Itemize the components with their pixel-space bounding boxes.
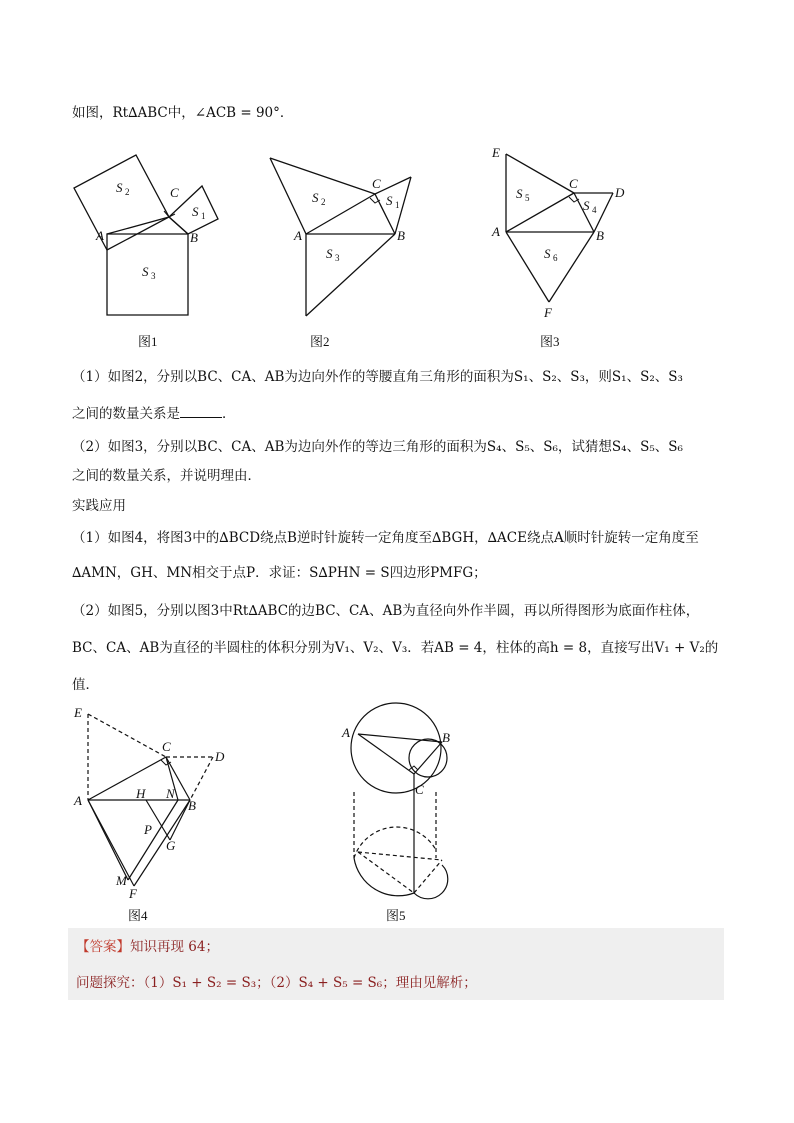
label-s5: S [516, 186, 523, 201]
circle-ab-top [351, 703, 441, 793]
label-c: C [162, 739, 171, 754]
label-a: A [294, 228, 302, 243]
square-s2 [74, 155, 169, 250]
answer-tag: 【答案】 [76, 939, 130, 955]
label-f: F [544, 305, 552, 320]
label-s2: S [312, 190, 319, 205]
db-dashed [190, 757, 213, 800]
label-g: G [166, 838, 176, 853]
label-f: F [129, 886, 137, 901]
label-s6: S [544, 246, 551, 261]
label-b: B [596, 228, 604, 243]
side-ac [107, 217, 169, 234]
label-b: B [442, 730, 450, 745]
bottom-ab-dashed [358, 852, 442, 860]
label-b: B [190, 230, 198, 245]
label-s1-sub: 1 [201, 211, 206, 221]
label-s2: S [116, 180, 123, 195]
label-s3-sub: 3 [335, 253, 340, 263]
label-a: A [74, 793, 82, 808]
label-s1: S [386, 193, 393, 208]
side-bc [169, 217, 188, 234]
label-c: C [372, 176, 381, 191]
label-d: D [215, 749, 225, 764]
label-s2-sub: 2 [321, 197, 326, 207]
answer-line2: 问题探究：（1）S₁ + S₂ = S₃；（2）S₄ + S₅ = S₆；理由见解析； [76, 975, 477, 991]
label-s4: S [583, 198, 590, 213]
s3-hyp [306, 234, 395, 316]
bottom-small-arc [414, 865, 448, 899]
caption-fig3: 图3 [540, 334, 560, 349]
label-a: A [342, 725, 350, 740]
practice-1-line2: ∆AMN，GH、MN相交于点P．求证：S∆PHN = S四边形PMFG； [72, 565, 487, 581]
label-p: P [144, 822, 152, 837]
label-e: E [74, 705, 82, 720]
intro-text: 如图，Rt∆ABC中，∠ACB = 90°． [72, 105, 294, 121]
question-1-line2-end: ． [222, 406, 236, 422]
label-a: A [96, 228, 104, 243]
label-s3-sub: 3 [151, 271, 156, 281]
label-s5-sub: 5 [525, 193, 530, 203]
answer-line1 [76, 935, 219, 955]
caption-fig5: 图5 [386, 908, 406, 923]
label-s3: S [142, 264, 149, 279]
bottom-arc-solid [354, 858, 414, 896]
s2-left [270, 158, 306, 234]
figure-4 [66, 700, 246, 925]
bottom-ac-dashed [358, 852, 414, 893]
right-angle-mark [569, 197, 579, 202]
figure-3 [480, 140, 650, 355]
gb [170, 800, 190, 840]
label-h: H [136, 786, 146, 801]
practice-2-line1: （2）如图5，分别以图3中Rt∆ABC的边BC、CA、AB为直径向外作半圆，再以所得图形为底面作柱体， [72, 603, 700, 619]
practice-2-line2: BC、CA、AB为直径的半圆柱的体积分别为V₁、V₂、V₃．若AB = 4，柱体的高h = 8，直接写出V₁ + V₂的 [72, 640, 719, 656]
label-b: B [397, 228, 405, 243]
label-c: C [415, 782, 424, 797]
side-ac [88, 757, 166, 800]
bf [134, 800, 190, 886]
label-s6-sub: 6 [553, 253, 558, 263]
answer-blank [180, 405, 222, 418]
label-s3: S [326, 246, 333, 261]
s6-left [506, 232, 549, 302]
caption-fig2: 图2 [310, 334, 330, 349]
caption-fig4: 图4 [128, 908, 148, 923]
label-a: A [492, 224, 500, 239]
label-m: M [116, 873, 127, 888]
label-d: D [615, 185, 625, 200]
question-2-line1: （2）如图3，分别以BC、CA、AB为边向外作的等边三角形的面积为S₄、S₅、S₆，试猜想S₄、S₅、S₆ [72, 439, 683, 455]
s2-top [270, 158, 375, 194]
s4-right [594, 193, 613, 232]
label-s2-sub: 2 [125, 187, 130, 197]
label-s4-sub: 4 [592, 205, 597, 215]
label-e: E [492, 145, 500, 160]
label-s1-sub: 1 [395, 200, 400, 210]
figure-1 [60, 150, 240, 355]
s6-right [549, 232, 594, 302]
label-b: B [188, 798, 196, 813]
label-c: C [569, 176, 578, 191]
ec-dashed [88, 714, 166, 757]
caption-fig1: 图1 [138, 334, 158, 349]
top-ab [358, 734, 442, 742]
label-s1: S [192, 204, 199, 219]
question-1-line2-text: 之间的数量关系是 [72, 406, 180, 422]
figure-2 [260, 150, 440, 355]
am [88, 800, 128, 880]
answer-line1-text: 知识再现 64； [130, 939, 219, 955]
question-1-line1: （1）如图2，分别以BC、CA、AB为边向外作的等腰直角三角形的面积为S₁、S₂、S₃，则S₁、S₂、S₃ [72, 369, 683, 385]
question-1-line2 [72, 405, 236, 423]
practice-2-line3: 值． [72, 677, 99, 693]
label-c: C [170, 185, 179, 200]
practice-title: 实践应用 [72, 498, 126, 514]
figure-5 [330, 700, 470, 925]
question-2-line2: 之间的数量关系，并说明理由． [72, 468, 261, 484]
top-ac [358, 734, 414, 774]
practice-1-line1: （1）如图4，将图3中的∆BCD绕点B逆时针旋转一定角度至∆BGH，∆ACE绕点A顺时针旋转一定角度至 [72, 530, 699, 546]
label-n: N [166, 786, 175, 801]
bottom-bc-dashed [414, 860, 442, 893]
top-bc [414, 742, 442, 774]
